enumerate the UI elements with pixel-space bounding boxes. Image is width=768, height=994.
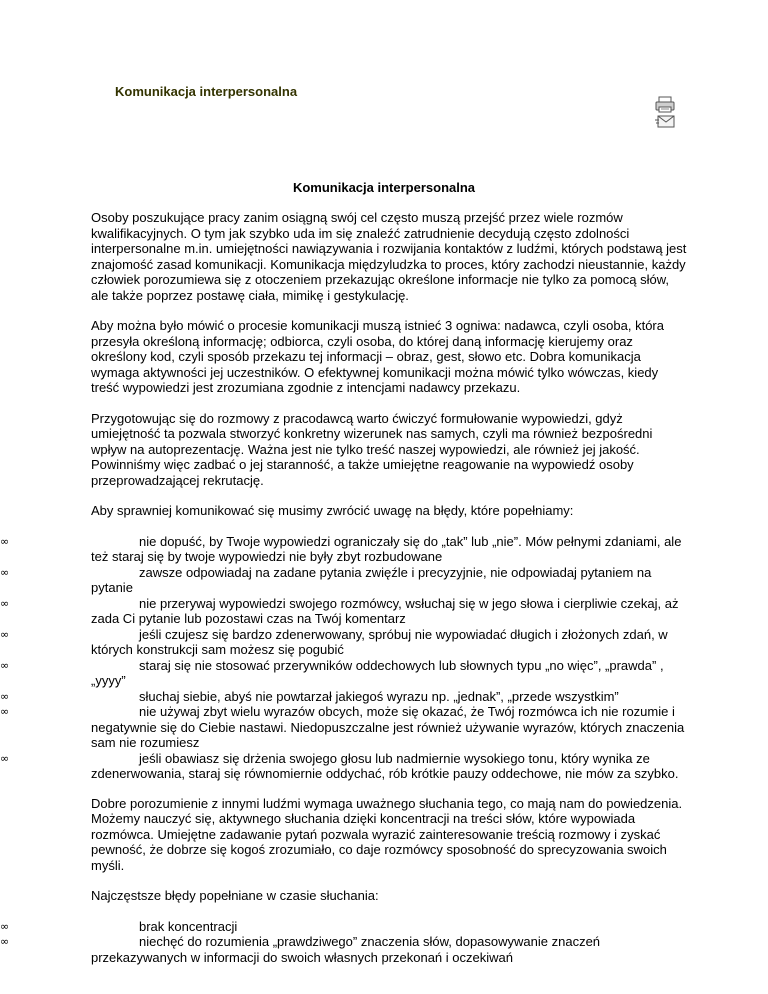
list-item: ∞ zawsze odpowiadaj na zadane pytania zwięźle i precyzyjnie, nie odpowiadaj pytaniem na pytanie <box>0 564 652 595</box>
article-body <box>0 210 687 979</box>
bullet-icon: ∞ <box>0 935 10 948</box>
printer-icon[interactable] <box>656 97 674 112</box>
bullet-icon: ∞ <box>0 534 10 548</box>
listening-errors-heading: Najczęstsze błędy popełniane w czasie słuchania: <box>91 888 379 903</box>
paragraph-intro: Osoby poszukujące pracy zanim osiągną swój cel często muszą przejść przez wiele rozmów kwalifikacyjnych. O tym jak szybko uda im się znaleźć zatrudnienie decydują często zdolności interpersonalne m.in. umiejętności nawiązywania i rozwijania kontaktów z ludźmi, których podstawą jest znajomość zasad komunikacji. Komunikacja międzyludzka to proces, który zachodzi nieustannie, każdy człowiek porozumiewa się z otoczeniem przekazując określone informacje nie tylko za pomocą słów, ale także poprzez postawę ciała, mimikę i gestykulację. <box>91 210 687 303</box>
paragraph-preparation: Przygotowując się do rozmowy z pracodawcą warto ćwiczyć formułowanie wypowiedzi, gdyż umiejętność ta pozwala stworzyć konkretny wizerunek nas samych, czyli ma również bezpośredni wpływ na autoprezentację. Ważna jest nie tylko treść naszej wypowiedzi, ale również jej jakość. Powinniśmy więc zadbać o jej staranność, a także umiejętne reagowanie na wypowiedź osoby przeprowadzającej rekrutację. <box>91 410 653 488</box>
bullet-icon: ∞ <box>0 627 10 641</box>
bullet-icon: ∞ <box>0 658 10 672</box>
bullet-icon: ∞ <box>0 751 10 765</box>
list-item: ∞ nie dopuść, by Twoje wypowiedzi ograniczały się do „tak” lub „nie”. Mów pełnymi zdaniami, ale też staraj się by twoje wypowiedzi nie były zbyt rozbudowane <box>0 533 682 564</box>
list-item: ∞ nie przerywaj wypowiedzi swojego rozmówcy, wsłuchaj się w jego słowa i cierpliwie czekaj, aż zada Ci pytanie lub pozostawi czas na Twój komentarz <box>0 595 679 626</box>
article-title: Komunikacja interpersonalna <box>292 180 476 195</box>
paragraph-mistakes-intro: Aby sprawniej komunikować się musimy zwrócić uwagę na błędy, które popełniamy: <box>91 503 574 518</box>
list-item: ∞ niechęć do rozumienia „prawdziwego” znaczenia słów, dopasowywanie znaczeń przekazywanych w informacji do swoich własnych przekonań i oczekiwań <box>0 934 601 965</box>
bullet-icon: ∞ <box>0 565 10 579</box>
paragraph-listening: Dobre porozumienie z innymi ludźmi wymaga uważnego słuchania tego, co mają nam do powiedzenia. Możemy nauczyć się, aktywnego słuchania dzięki koncentracji na treści słów, które wypowiada rozmówca. Umiejętne zadawanie pytań pozwala wyrazić zainteresowanie treścią rozmowy i zyskać pewność, że dobrze się kogoś zrozumiało, co daje rozmówcy sposobność do sprecyzowania swoich myśli. <box>91 795 683 873</box>
bullet-icon: ∞ <box>0 919 10 933</box>
listening-errors-list <box>0 919 687 966</box>
bullet-icon: ∞ <box>0 689 10 703</box>
list-item: ∞ jeśli obawiasz się drżenia swojego głosu lub nadmiernie wysokiego tonu, który wynika ze zdenerwowania, staraj się równomiernie oddychać, rób krótkie pauzy oddechowe, nie mów za szybko. <box>0 750 679 781</box>
paragraph-communication-links: Aby można było mówić o procesie komunikacji muszą istnieć 3 ogniwa: nadawca, czyli osoba, która przesyła określoną informację; odbiorca, czyli osoba, do której daną informację kierujemy oraz określony kod, czyli sposób przekazu tej informacji – obraz, gest, słowo etc. Dobra komunikacja wymaga aktywności jej uczestników. O efektywnej komunikacji można mówić tylko wówczas, kiedy treść wypowiedzi jest zrozumiana zgodnie z intencjami nadawcy przekazu. <box>91 318 664 395</box>
list-item: ∞ staraj się nie stosować przerywników oddechowych lub słownych typu „no więc”, „prawda” , „yyyy” <box>0 657 664 688</box>
document-header-title: Komunikacja interpersonalna <box>115 84 298 99</box>
list-item: ∞ jeśli czujesz się bardzo zdenerwowany, spróbuj nie wypowiadać długich i złożonych zdań, w których konstrukcji sam możesz się pogubić <box>0 626 668 657</box>
list-item: ∞ słuchaj siebie, abyś nie powtarzał jakiegoś wyrazu np. „jednak”, „przede wszystkim” <box>0 688 619 704</box>
list-item: ∞ nie używaj zbyt wielu wyrazów obcych, może się okazać, że Twój rozmówca ich nie rozumie i negatywnie się do Ciebie nastawi. Niedopuszczalne jest również używanie wyrazów, których znaczenia sam nie rozumiesz <box>0 704 685 750</box>
list-item: ∞ brak koncentracji <box>0 918 238 934</box>
bullet-icon: ∞ <box>0 596 10 610</box>
mistakes-list <box>0 534 687 782</box>
email-icon[interactable] <box>655 116 674 127</box>
bullet-icon: ∞ <box>0 705 10 718</box>
toolbar-icons <box>654 96 676 130</box>
